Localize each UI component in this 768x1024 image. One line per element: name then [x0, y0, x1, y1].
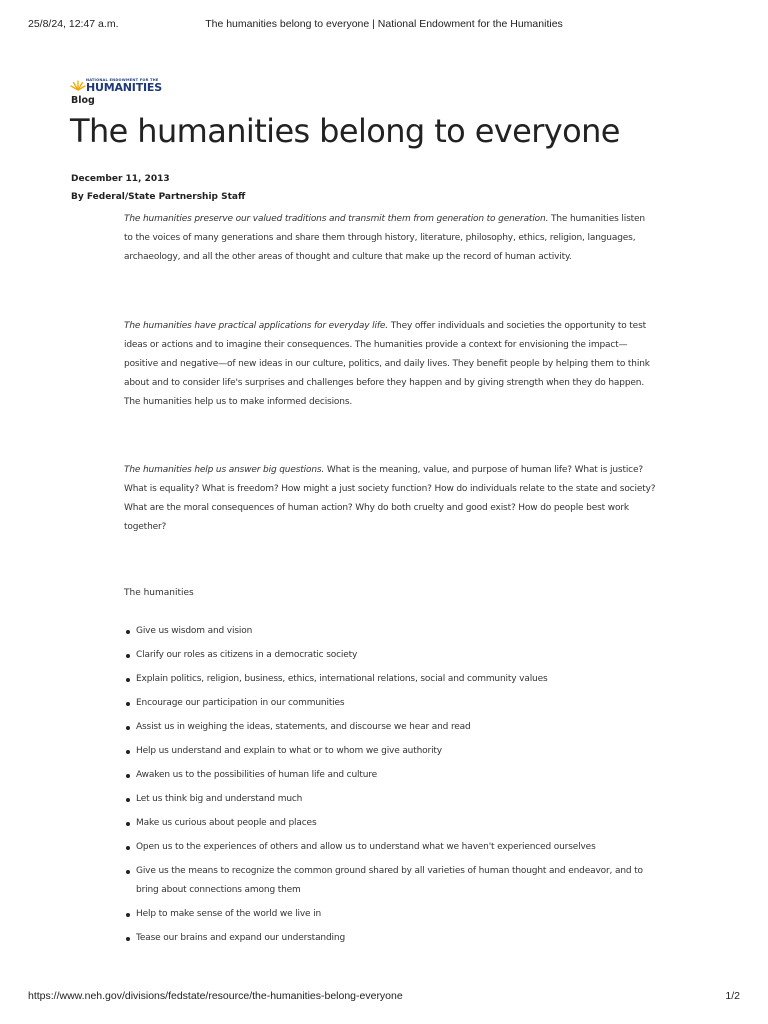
paragraph-practical: [124, 317, 656, 412]
list-item: Awaken us to the possibilities of human life and culture: [124, 766, 656, 785]
logo-main-text: HUMANITIES: [86, 81, 162, 94]
list-item: Give us wisdom and vision: [124, 622, 656, 641]
paragraph-body: They offer individuals and societies the opportunity to test ideas or actions and to imagine their consequences. The humanities provide a context for envisioning the impact—positive and negative—of new ideas in our culture, politics, and daily lives. They benefit people by helping them to think about and to consider life's surprises and challenges before they happen and by giving strength when they do happen. The humanities help us to make informed decisions.: [124, 321, 650, 407]
print-header: [28, 18, 740, 32]
list-item: Encourage our participation in our communities: [124, 694, 656, 713]
article-byline: By Federal/State Partnership Staff: [71, 192, 246, 202]
paragraph-lead: The humanities have practical applications for everyday life.: [124, 321, 388, 331]
paragraph-body: The humanities listen to the voices of many generations and share them through history, literature, philosophy, ethics, religion, languages, archaeology, and all the other areas of thought and culture that make up the record of human activity.: [124, 214, 645, 262]
page-number: 1/2: [725, 990, 740, 1002]
list-item: Give us the means to recognize the common ground shared by all varieties of human thought and endeavor, and to bring about connections among them: [124, 862, 656, 900]
list-intro: The humanities: [124, 588, 194, 598]
paragraph-lead: The humanities preserve our valued traditions and transmit them from generation to generation.: [124, 214, 549, 224]
sun-rays-icon: [70, 78, 86, 92]
breadcrumb[interactable]: Blog: [71, 95, 95, 106]
list-item: Open us to the experiences of others and allow us to understand what we haven't experienced ourselves: [124, 838, 656, 857]
page-title: The humanities belong to everyone: [70, 112, 620, 150]
humanities-list: [124, 622, 656, 953]
list-item: Explain politics, religion, business, ethics, international relations, social and community values: [124, 670, 656, 689]
print-page-title: The humanities belong to everyone | National Endowment for the Humanities: [205, 18, 563, 30]
logo-small-text: NATIONAL ENDOWMENT FOR THE: [86, 78, 159, 82]
list-item: Let us think big and understand much: [124, 790, 656, 809]
paragraph-traditions: [124, 210, 656, 267]
print-datetime: 25/8/24, 12:47 a.m.: [28, 18, 119, 30]
list-item: Make us curious about people and places: [124, 814, 656, 833]
list-item: Clarify our roles as citizens in a democratic society: [124, 646, 656, 665]
article-date: December 11, 2013: [71, 174, 170, 184]
paragraph-big-questions: [124, 461, 656, 537]
print-url: https://www.neh.gov/divisions/fedstate/resource/the-humanities-belong-everyone: [28, 990, 403, 1002]
list-item: Help us understand and explain to what or to whom we give authority: [124, 742, 656, 761]
paragraph-lead: The humanities help us answer big questions.: [124, 465, 325, 475]
print-footer: [28, 990, 740, 1004]
paragraph-body: What is the meaning, value, and purpose of human life? What is justice? What is equality? What is freedom? How might a just society function? How do individuals relate to the state and society? What are the moral consequences of human action? Why do both cruelty and good exist? How do people best work together?: [124, 465, 656, 532]
list-item: Tease our brains and expand our understanding: [124, 929, 656, 948]
list-item: Help to make sense of the world we live in: [124, 905, 656, 924]
list-item: Assist us in weighing the ideas, statements, and discourse we hear and read: [124, 718, 656, 737]
neh-logo[interactable]: [70, 77, 162, 93]
